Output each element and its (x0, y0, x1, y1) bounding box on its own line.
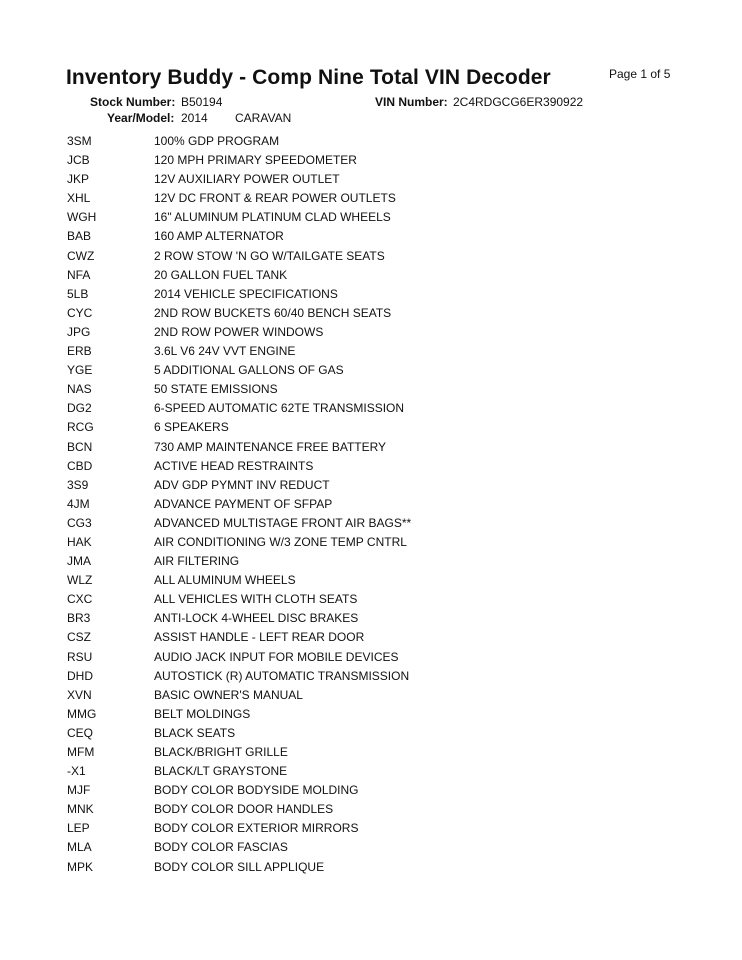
option-description: BODY COLOR EXTERIOR MIRRORS (154, 821, 359, 836)
option-code: JMA (67, 554, 91, 569)
option-row (67, 686, 687, 705)
option-code: -X1 (67, 764, 86, 779)
option-description: ALL ALUMINUM WHEELS (154, 573, 296, 588)
option-row (67, 189, 687, 208)
option-code: XHL (67, 191, 91, 206)
option-description: 6-SPEED AUTOMATIC 62TE TRANSMISSION (154, 401, 405, 416)
option-description: 730 AMP MAINTENANCE FREE BATTERY (154, 439, 387, 454)
option-row (67, 227, 687, 246)
option-description: ADV GDP PYMNT INV REDUCT (154, 477, 330, 492)
option-description: 2ND ROW BUCKETS 60/40 BENCH SEATS (154, 305, 392, 320)
option-code: NAS (67, 382, 92, 397)
option-row (67, 781, 687, 800)
year-model-label: Year/Model: (107, 111, 175, 125)
option-row (67, 438, 687, 457)
option-code: NFA (67, 267, 91, 282)
option-description: 3.6L V6 24V VVT ENGINE (154, 344, 296, 359)
option-row (67, 151, 687, 170)
option-row (67, 304, 687, 323)
option-code: DG2 (67, 401, 92, 416)
option-code: 5LB (67, 286, 89, 301)
option-description: 20 GALLON FUEL TANK (154, 267, 288, 282)
option-description: 16" ALUMINUM PLATINUM CLAD WHEELS (154, 210, 391, 225)
option-description: BODY COLOR SILL APPLIQUE (154, 859, 325, 874)
option-code: CBD (67, 458, 93, 473)
option-row (67, 132, 687, 151)
option-code: YGE (67, 363, 93, 378)
page-number: Page 1 of 5 (609, 67, 671, 81)
option-description: AUTOSTICK (R) AUTOMATIC TRANSMISSION (154, 668, 410, 683)
option-code: JKP (67, 172, 90, 187)
option-code: JCB (67, 153, 90, 168)
option-code: MJF (67, 783, 91, 798)
option-row (67, 285, 687, 304)
option-code: JPG (67, 324, 91, 339)
option-code: XVN (67, 687, 92, 702)
vin-number-value: 2C4RDGCG6ER390922 (453, 95, 584, 109)
option-row (67, 571, 687, 590)
option-row (67, 323, 687, 342)
option-description: 2014 VEHICLE SPECIFICATIONS (154, 286, 338, 301)
option-description: 120 MPH PRIMARY SPEEDOMETER (154, 153, 357, 168)
option-code: RCG (67, 420, 94, 435)
option-code: CG3 (67, 515, 92, 530)
option-code: CXC (67, 592, 93, 607)
option-row (67, 380, 687, 399)
option-row (67, 457, 687, 476)
option-description: BODY COLOR DOOR HANDLES (154, 802, 334, 817)
option-code: 3SM (67, 134, 92, 148)
option-code: CYC (67, 305, 93, 320)
option-row (67, 476, 687, 495)
option-code: 4JM (67, 496, 90, 511)
option-code: WLZ (67, 573, 93, 588)
option-code: WGH (67, 210, 97, 225)
option-description: 12V AUXILIARY POWER OUTLET (154, 172, 340, 187)
option-code: MNK (67, 802, 94, 817)
option-code: HAK (67, 534, 92, 549)
option-row (67, 648, 687, 667)
vin-number-label: VIN Number: (375, 95, 448, 109)
option-description: AUDIO JACK INPUT FOR MOBILE DEVICES (154, 649, 399, 664)
option-code-list (67, 132, 687, 877)
option-code: LEP (67, 821, 90, 836)
option-row (67, 208, 687, 227)
option-row (67, 762, 687, 781)
option-code: MLA (67, 840, 92, 855)
option-description: BLACK/BRIGHT GRILLE (154, 745, 288, 759)
option-row (67, 495, 687, 514)
option-code: BCN (67, 439, 93, 454)
option-code: MMG (67, 706, 97, 721)
option-row (67, 858, 687, 877)
option-description: BASIC OWNER'S MANUAL (154, 687, 303, 702)
option-code: ERB (67, 344, 92, 359)
option-description: 2ND ROW POWER WINDOWS (154, 324, 324, 339)
option-description: 100% GDP PROGRAM (154, 134, 280, 148)
option-row (67, 590, 687, 609)
option-description: ADVANCE PAYMENT OF SFPAP (154, 496, 333, 511)
option-code: 3S9 (67, 477, 89, 492)
option-code: RSU (67, 649, 93, 664)
option-description: BODY COLOR FASCIAS (154, 840, 288, 855)
option-row (67, 533, 687, 552)
page-title: Inventory Buddy - Comp Nine Total VIN Decoder (66, 66, 551, 89)
option-description: 50 STATE EMISSIONS (154, 382, 278, 397)
option-row (67, 418, 687, 437)
option-description: 12V DC FRONT & REAR POWER OUTLETS (154, 191, 396, 206)
option-code: MPK (67, 859, 94, 874)
option-description: 6 SPEAKERS (154, 420, 229, 435)
option-description: ASSIST HANDLE - LEFT REAR DOOR (154, 630, 365, 645)
option-description: 2 ROW STOW 'N GO W/TAILGATE SEATS (154, 248, 385, 263)
option-description: BLACK/LT GRAYSTONE (154, 764, 288, 779)
option-row (67, 552, 687, 571)
option-row (67, 628, 687, 647)
option-code: CSZ (67, 630, 91, 645)
option-description: ALL VEHICLES WITH CLOTH SEATS (154, 592, 358, 607)
option-row (67, 170, 687, 189)
option-description: AIR CONDITIONING W/3 ZONE TEMP CNTRL (154, 534, 407, 549)
option-row (67, 819, 687, 838)
option-description: BELT MOLDINGS (154, 706, 251, 721)
option-row (67, 247, 687, 266)
option-description: AIR FILTERING (154, 554, 240, 569)
option-description: BLACK SEATS (154, 725, 236, 740)
option-row (67, 743, 687, 762)
model-value: CARAVAN (235, 111, 292, 125)
option-code: MFM (67, 745, 95, 759)
option-description: ANTI-LOCK 4-WHEEL DISC BRAKES (154, 611, 359, 626)
option-description: 160 AMP ALTERNATOR (154, 229, 284, 244)
option-code: CEQ (67, 725, 94, 740)
option-code: CWZ (67, 248, 95, 263)
option-description: 5 ADDITIONAL GALLONS OF GAS (154, 363, 344, 378)
option-row (67, 342, 687, 361)
option-row (67, 399, 687, 418)
option-description: ADVANCED MULTISTAGE FRONT AIR BAGS** (154, 515, 412, 530)
year-value: 2014 (181, 111, 208, 125)
option-row (67, 514, 687, 533)
option-row (67, 838, 687, 857)
option-row (67, 705, 687, 724)
stock-number-value: B50194 (181, 95, 223, 109)
option-description: BODY COLOR BODYSIDE MOLDING (154, 783, 359, 798)
option-row (67, 667, 687, 686)
option-code: BR3 (67, 611, 91, 626)
option-row (67, 724, 687, 743)
option-row (67, 361, 687, 380)
option-row (67, 609, 687, 628)
option-code: DHD (67, 668, 93, 683)
option-row (67, 266, 687, 285)
option-code: BAB (67, 229, 92, 244)
option-row (67, 800, 687, 819)
stock-number-label: Stock Number: (90, 95, 176, 109)
option-description: ACTIVE HEAD RESTRAINTS (154, 458, 314, 473)
